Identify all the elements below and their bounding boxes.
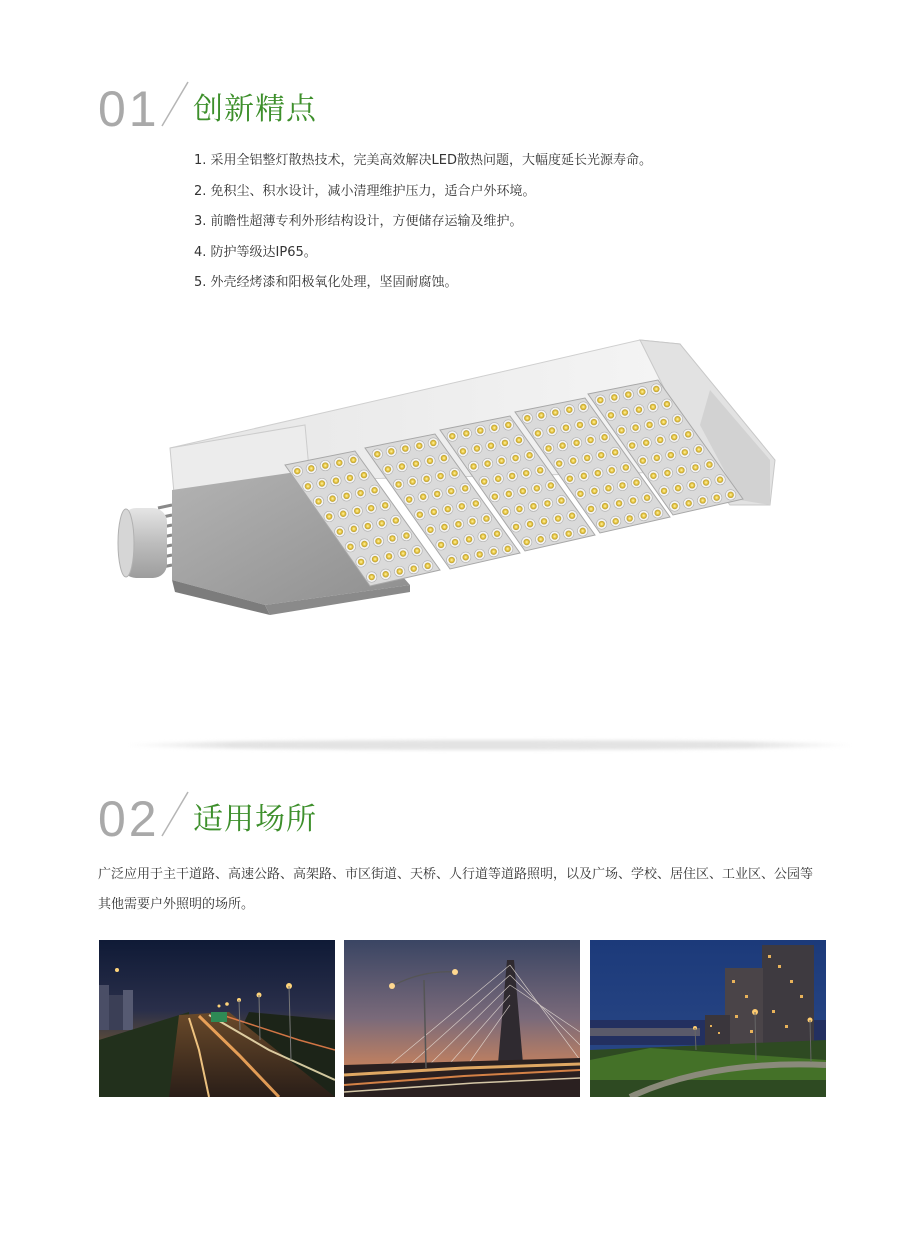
section-heading-applications [98,791,498,854]
slash-decoration [158,788,192,840]
feature-item: 5. 外壳经烤漆和阳极氧化处理，坚固耐腐蚀。 [194,275,458,290]
section-title: 创新精点 [193,92,317,127]
section-number: 01 [98,81,160,137]
section-title: 适用场所 [193,802,317,837]
feature-item: 3. 前瞻性超薄专利外形结构设计，方便储存运输及维护。 [194,214,523,229]
slash-decoration [158,78,192,130]
feature-list [194,146,652,299]
led-street-light-image [110,330,790,620]
feature-item: 1. 采用全铝整灯散热技术，完美高效解决LED散热问题，大幅度延长光源寿命。 [194,153,653,168]
feature-item: 2. 免积尘、积水设计，减小清理维护压力，适合户外环境。 [194,183,536,199]
applications-description: 广泛应用于主干道路、高速公路、高架路、市区街道、天桥、人行道等道路照明，以及广场、学校、居住区、工业区、公园等其他需要户外照明的场所。 [98,867,814,912]
feature-item: 4. 防护等级达IP65。 [194,244,317,260]
highway-night-photo [99,940,335,1097]
bridge-dusk-photo [344,940,580,1097]
section-heading-innovation [98,81,498,144]
residential-park-night-photo [590,940,826,1097]
section-number: 02 [98,791,160,847]
section-divider [125,740,855,750]
